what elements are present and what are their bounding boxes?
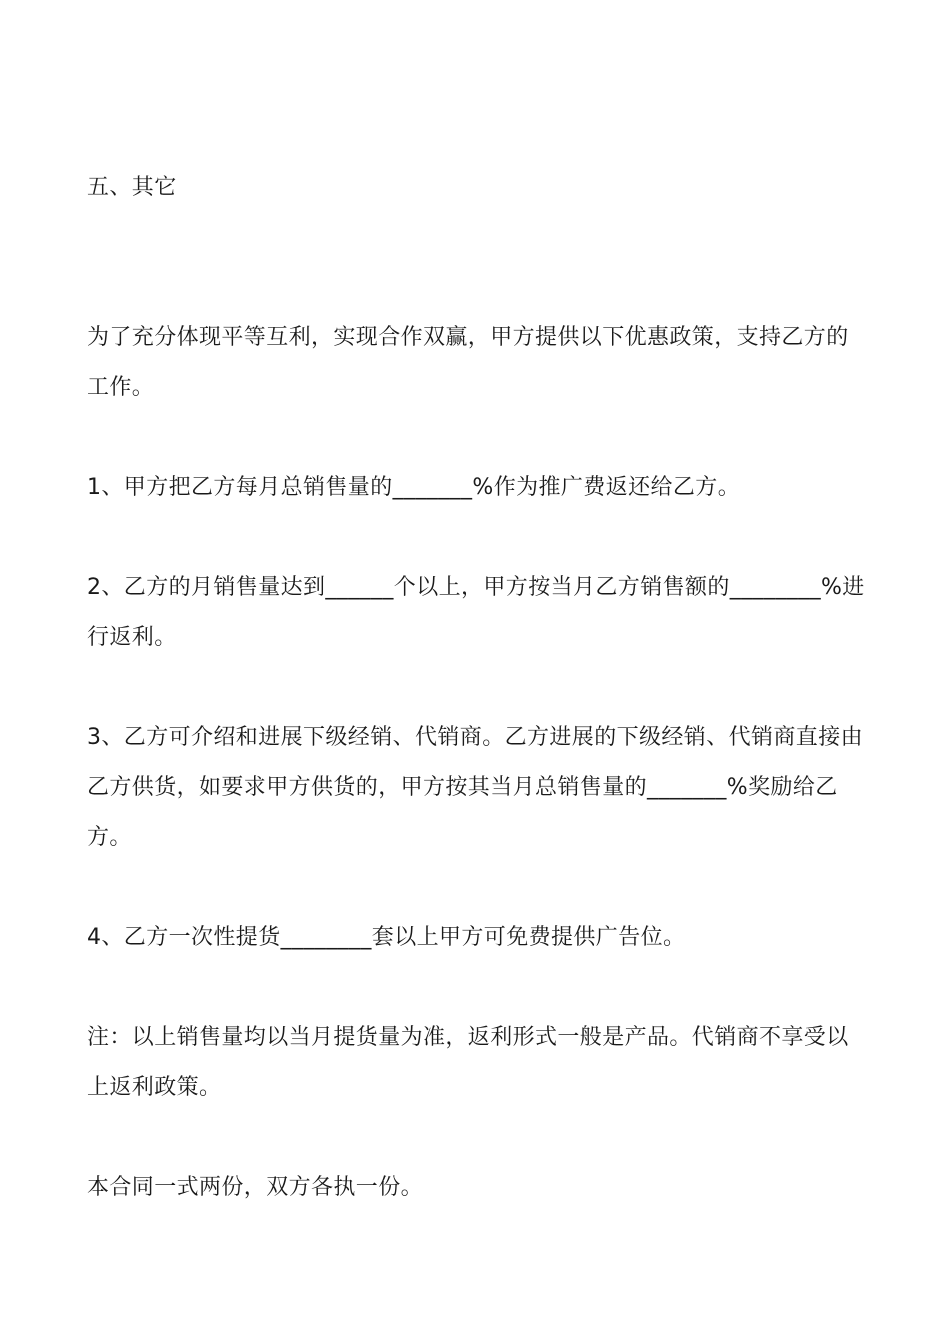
- intro-paragraph: 为了充分体现平等互利，实现合作双赢，甲方提供以下优惠政策，支持乙方的工作。: [87, 325, 849, 400]
- clause-4: 4、乙方一次性提货________套以上甲方可免费提供广告位。: [87, 925, 686, 950]
- clause-1: 1、甲方把乙方每月总销售量的_______%作为推广费返还给乙方。: [87, 475, 741, 500]
- clause-2: 2、乙方的月销售量达到______个以上，甲方按当月乙方销售额的________%进行返利。: [87, 575, 865, 650]
- section-heading: 五、其它: [87, 175, 177, 200]
- closing-paragraph: 本合同一式两份，双方各执一份。: [87, 1175, 424, 1200]
- clause-3: 3、乙方可介绍和进展下级经销、代销商。乙方进展的下级经销、代销商直接由乙方供货，如要求甲方供货的，甲方按其当月总销售量的_______%奖励给乙方。: [87, 725, 863, 850]
- note-paragraph: 注：以上销售量均以当月提货量为准，返利形式一般是产品。代销商不享受以上返利政策。: [87, 1025, 849, 1100]
